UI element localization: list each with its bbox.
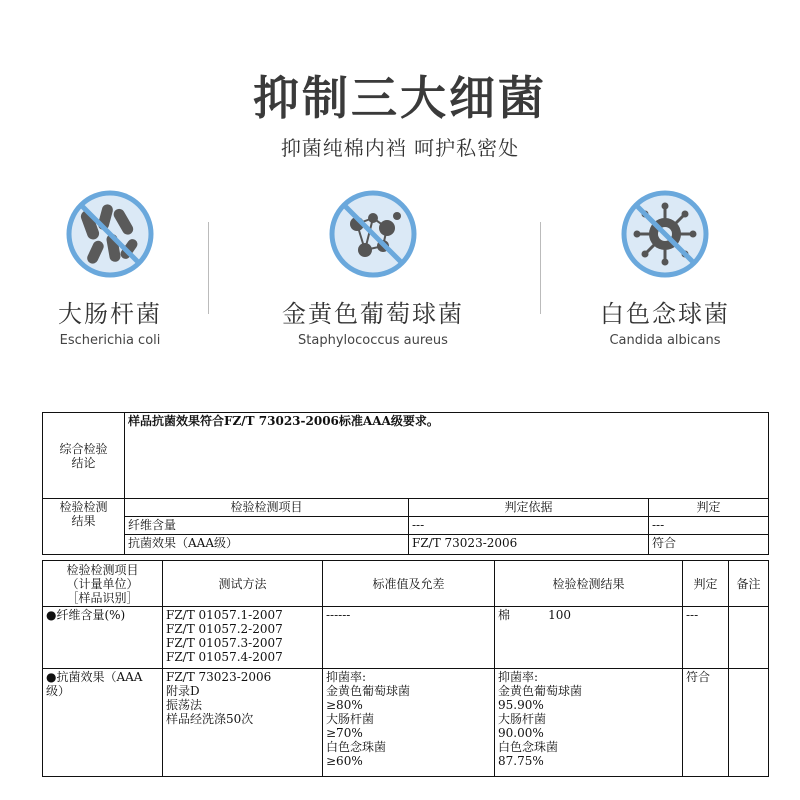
bacteria-card-ecoli (0, 188, 230, 348)
detail-verdict: 符合 (683, 669, 729, 777)
detail-header: 判定 (683, 561, 729, 607)
virus-spike-icon (619, 188, 711, 280)
detail-note (729, 669, 769, 777)
summary-header: 检验检测项目 (125, 499, 409, 517)
divider (208, 222, 209, 314)
detail-header: 标准值及允差 (323, 561, 495, 607)
detail-method: FZ/T 73023-2006 附录D 振荡法 样品经洗涤50次 (163, 669, 323, 777)
cocci-cluster-icon (327, 188, 419, 280)
conclusion-label: 综合检验 结论 (43, 413, 125, 499)
detail-note (729, 607, 769, 669)
detail-verdict: --- (683, 607, 729, 669)
detail-method: FZ/T 01057.1-2007 FZ/T 01057.2-2007 FZ/T 01057.3-2007 FZ/T 01057.4-2007 (163, 607, 323, 669)
bacteria-name-en: Escherichia coli (59, 333, 161, 348)
detail-header: 测试方法 (163, 561, 323, 607)
summary-cell: 抗菌效果（AAA级） (125, 535, 409, 555)
detail-standard: 抑菌率: 金黄色葡萄球菌 ≥80% 大肠杆菌 ≥70% 白色念珠菌 ≥60% (323, 669, 495, 777)
detail-table (42, 560, 769, 777)
bacteria-name-en: Staphylococcus aureus (298, 333, 448, 348)
bacteria-name-en: Candida albicans (609, 333, 721, 348)
summary-cell: --- (649, 517, 769, 535)
test-report (42, 408, 768, 790)
detail-result: 棉 100 (495, 607, 683, 669)
detail-header: 检验检测结果 (495, 561, 683, 607)
summary-cell: --- (409, 517, 649, 535)
table-row (43, 669, 769, 777)
rod-bacteria-icon (64, 188, 156, 280)
bacteria-name-cn: 白色念球菌 (600, 300, 730, 328)
page-title: 抑制三大细菌 (253, 71, 547, 125)
detail-result: 抑菌率: 金黄色葡萄球菌 95.90% 大肠杆菌 90.00% 白色念珠菌 87.75% (495, 669, 683, 777)
summary-cell: FZ/T 73023-2006 (409, 535, 649, 555)
page-subtitle: 抑菌纯棉内裆 呵护私密处 (280, 136, 520, 160)
detail-item: ●抗菌效果（AAA级） (43, 669, 163, 777)
conclusion-text: 样品抗菌效果符合FZ/T 73023-2006标准AAA级要求。 (125, 413, 769, 499)
divider (540, 222, 541, 314)
bacteria-name-cn: 大肠杆菌 (58, 300, 162, 328)
summary-cell: 纤维含量 (125, 517, 409, 535)
detail-header: 检验检测项目 （计量单位） ［样品识别］ (43, 561, 163, 607)
summary-header: 判定 (649, 499, 769, 517)
table-row (43, 607, 769, 669)
summary-header: 判定依据 (409, 499, 649, 517)
detail-standard: ------ (323, 607, 495, 669)
bacteria-card-staph (253, 188, 493, 348)
summary-cell: 符合 (649, 535, 769, 555)
detail-item: ●纤维含量(%) (43, 607, 163, 669)
summary-table (42, 412, 769, 555)
bacteria-card-candida (545, 188, 785, 348)
detail-header: 备注 (729, 561, 769, 607)
bacteria-name-cn: 金黄色葡萄球菌 (282, 300, 464, 328)
result-label: 检验检测 结果 (43, 499, 125, 555)
